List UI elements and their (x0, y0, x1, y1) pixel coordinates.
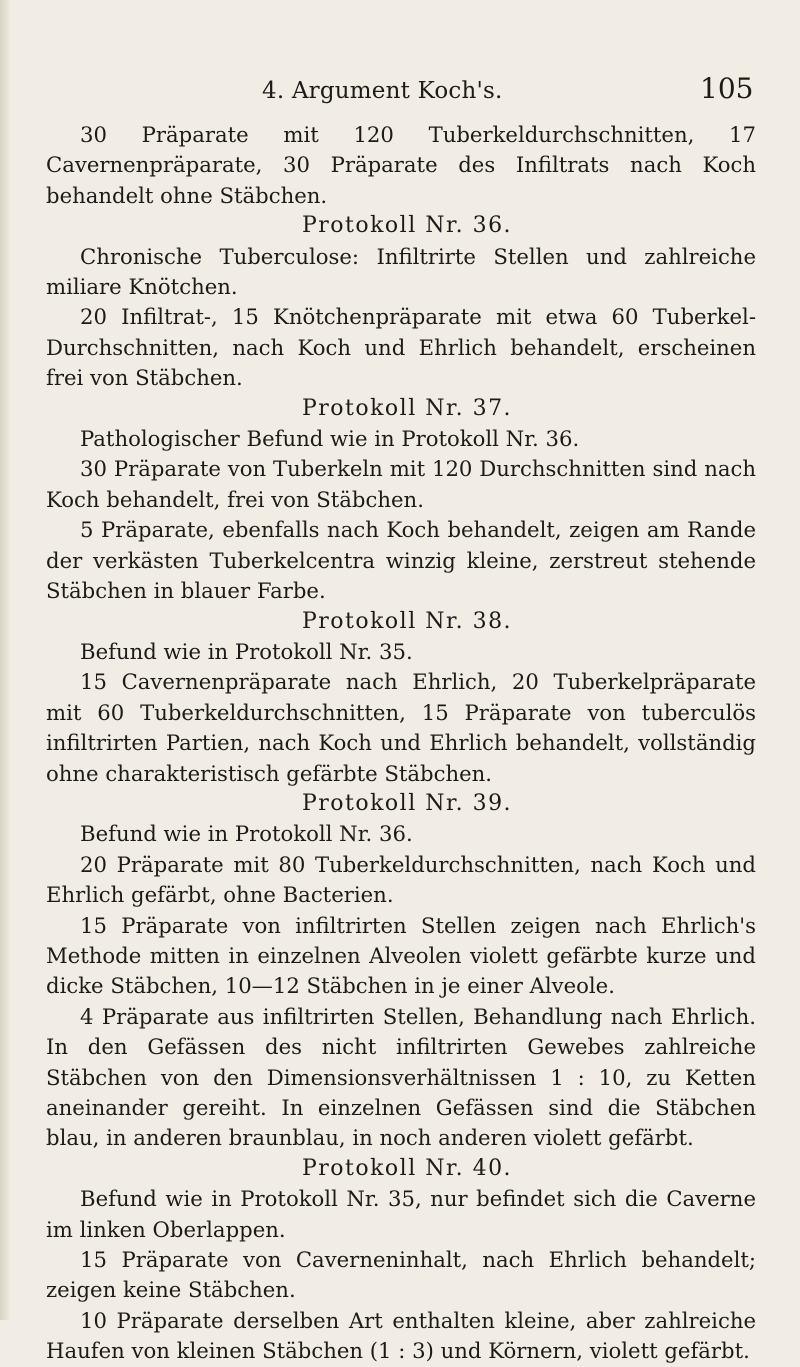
page-number: 105 (700, 72, 754, 105)
paragraph: Pathologischer Befund wie in Protokoll Nr. 36. (80, 426, 580, 452)
paragraph: 5 Präparate, ebenfalls nach Koch behandelt, zeigen am Rande der verkästen Tuberkelcentra winzig kleine, zerstreut stehende Stäbchen in blauer Farbe. (46, 517, 756, 604)
protokoll-heading: Protokoll Nr. 38. (301, 608, 513, 634)
paragraph: 20 Infiltrat-, 15 Knötchenpräparate mit etwa 60 Tuberkel-Durchschnitten, nach Koch und Ehrlich behandelt, erscheinen frei von Stäbchen. (46, 304, 756, 391)
paragraph: Chronische Tuberculose: Infiltrirte Stellen und zahlreiche miliare Knötchen. (46, 243, 756, 300)
body-text (46, 120, 756, 1367)
page-gutter-shadow (0, 0, 10, 1320)
running-title: 4. Argument Koch's. (262, 78, 503, 104)
paragraph: 15 Präparate von Caverneninhalt, nach Ehrlich behandelt; zeigen keine Stäbchen. (46, 1247, 756, 1303)
protokoll-heading: Protokoll Nr. 37. (301, 395, 513, 421)
paragraph: Befund wie in Protokoll Nr. 36. (80, 821, 413, 847)
paragraph: Befund wie in Protokoll Nr. 35, nur befindet sich die Caverne im linken Oberlappen. (46, 1186, 756, 1242)
paragraph: Befund wie in Protokoll Nr. 35. (80, 638, 413, 664)
paragraph: 4 Präparate aus infiltrirten Stellen, Behandlung nach Ehrlich. In den Gefässen des nicht infiltrirten Gewebes zahlreiche Stäbchen von den Dimensionsverhältnissen 1 : 10, zu Ketten aneinander gereiht. In einzelnen Gefässen sind die Stäbchen blau, in anderen braunblau, in noch anderen violett gefärbt. (46, 1003, 756, 1151)
protokoll-heading: Protokoll Nr. 36. (301, 213, 513, 239)
paragraph: 15 Cavernenpräparate nach Ehrlich, 20 Tuberkelpräparate mit 60 Tuberkeldurchschnitten, 15 Präparate von tuberculös infiltrirten Partien, nach Koch und Ehrlich behandelt, vollständig ohne charakteristisch gefärbte Stäbchen. (46, 669, 756, 786)
paragraph: 15 Präparate von infiltrirten Stellen zeigen nach Ehrlich's Methode mitten in einzelnen Alveolen violett gefärbte kurze und dicke Stäbchen, 10—12 Stäbchen in je einer Alveole. (46, 912, 756, 999)
page-header (0, 72, 800, 112)
paragraph: 20 Präparate mit 80 Tuberkeldurchschnitten, nach Koch und Ehrlich gefärbt, ohne Bacterien. (46, 851, 756, 908)
paragraph: 10 Präparate derselben Art enthalten kleine, aber zahlreiche Haufen von kleinen Stäbchen (1 : 3) und Körnern, violett gefärbt. (46, 1307, 756, 1364)
protokoll-heading: Protokoll Nr. 39. (301, 790, 513, 816)
paragraph: 30 Präparate mit 120 Tuberkeldurchschnitten, 17 Cavernenpräparate, 30 Präparate des Infiltrats nach Koch behandelt ohne Stäbchen. (46, 122, 756, 208)
protokoll-heading: Protokoll Nr. 40. (301, 1155, 513, 1181)
paragraph: 30 Präparate von Tuberkeln mit 120 Durchschnitten sind nach Koch behandelt, frei von Stäbchen. (46, 456, 756, 512)
